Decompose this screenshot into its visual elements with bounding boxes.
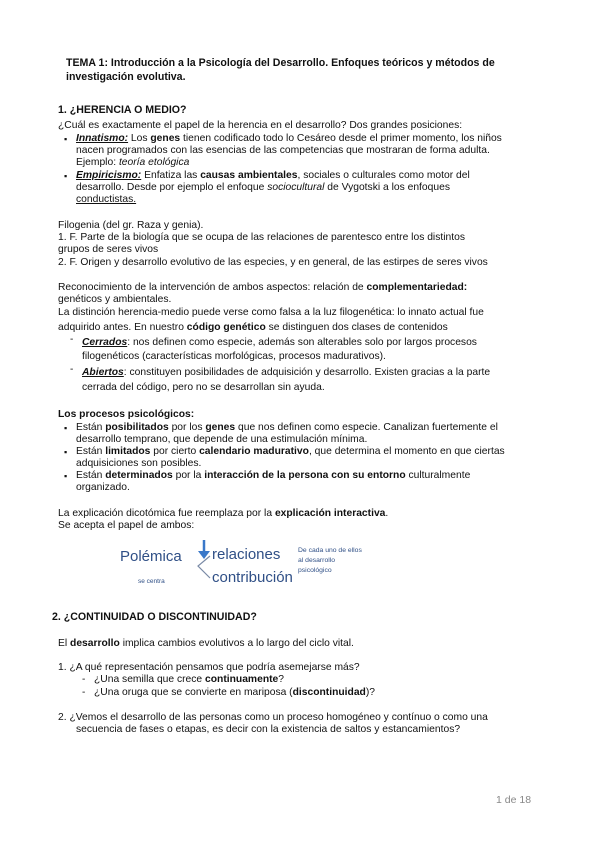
desarrollo-line: El desarrollo implica cambios evolutivos a lo largo del ciclo vital. (58, 638, 354, 649)
section-1-heading: 1. ¿HERENCIA O MEDIO? (58, 104, 187, 116)
bullet-icon: ▪ (64, 471, 68, 481)
filogenia-heading: Filogenia (del gr. Raza y genia). (58, 220, 204, 231)
diagram-contribucion: contribución (212, 569, 293, 586)
innatismo-line-2: nacen programados con las esencias de las competencias que mostraran de forma adulta. (76, 145, 490, 156)
dash-icon: - (70, 364, 74, 375)
procesos-heading: Los procesos psicológicos: (58, 409, 195, 420)
diagram-note-line-1: De cada uno de ellos (298, 547, 362, 554)
question-2-line-2: secuencia de fases o etapas, es decir con la existencia de saltos y estancamientos? (76, 724, 461, 735)
filogenia-def-2: 2. F. Origen y desarrollo evolutivo de las especies, y en general, de las estirpes de seres vivos (58, 257, 488, 268)
cerrados-line-1: Cerrados: nos definen como especie, además son alterables solo por largos procesos (82, 337, 477, 348)
empiricismo-line-3: conductistas. (76, 194, 137, 205)
diagram-note (298, 546, 362, 576)
innatismo-line-3: Ejemplo: teoría etológica (76, 157, 190, 168)
diagram-se-centra: se centra (138, 578, 165, 585)
distincion-line-1: La distinción herencia-medio puede verse como falsa a la luz filogenética: lo innato actual fue (58, 307, 484, 318)
dash-icon: - (82, 687, 86, 698)
explicacion-line-2: Se acepta el papel de ambos: (58, 520, 195, 531)
section-1-question: ¿Cuál es exactamente el papel de la herencia en el desarrollo? Dos grandes posiciones: (58, 120, 463, 131)
bracket-icon (198, 556, 210, 578)
diagram-note-line-3: psicológico (298, 567, 332, 574)
bullet-icon: ▪ (64, 447, 68, 457)
procesos-item-3-cont: organizado. (76, 482, 130, 493)
dash-icon: - (70, 334, 74, 345)
page-number: 1 de 18 (496, 794, 532, 806)
diagram-polemica: Polémica (120, 548, 182, 565)
question-1-option-a: ¿Una semilla que crece continuamente? (94, 674, 284, 685)
innatismo-line-1: Innatismo: Los genes tienen codificado todo lo Cesáreo desde el primer momento, los niños (76, 133, 502, 144)
procesos-item-2: Están limitados por cierto calendario madurativo, que determina el momento en que ciertas (76, 446, 505, 457)
bullet-icon: ▪ (64, 134, 68, 144)
document-title: TEMA 1: Introducción a la Psicología del Desarrollo. Enfoques teóricos y métodos de investigación evolutiva. (66, 57, 495, 83)
question-1-option-b: ¿Una oruga que se convierte en mariposa (discontinuidad)? (94, 687, 375, 698)
reconocimiento-line-1: Reconocimiento de la intervención de ambos aspectos: relación de complementariedad: (58, 282, 468, 293)
procesos-item-3: Están determinados por la interacción de la persona con su entorno culturalmente (76, 470, 471, 481)
question-1: 1. ¿A qué representación pensamos que podría asemejarse más? (58, 662, 360, 673)
procesos-item-1-cont: desarrollo temprano, que depende de una estimulación mínima. (76, 434, 368, 445)
empiricismo-line-2: desarrollo. Desde por ejemplo el enfoque sociocultural de Vygotski a los enfoques (76, 182, 450, 193)
abiertos-line-1: Abiertos: constituyen posibilidades de adquisición y desarrollo. Existen gracias a la parte (82, 367, 491, 378)
polemica-diagram (110, 538, 400, 594)
question-2-line-1: 2. ¿Vemos el desarrollo de las personas como un proceso homogéneo y contínuo o como una (58, 712, 488, 723)
reconocimiento-line-2: genéticos y ambientales. (58, 294, 172, 305)
distincion-line-2: adquirido antes. En nuestro código genético se distinguen dos clases de contenidos (58, 322, 448, 333)
diagram-relaciones: relaciones (212, 546, 281, 563)
explicacion-line-1: La explicación dicotómica fue reemplaza por la explicación interactiva. (58, 508, 389, 519)
empiricismo-line-1: Empiricismo: Enfatiza las causas ambientales, sociales o culturales como motor del (76, 170, 470, 181)
dash-icon: - (82, 674, 86, 685)
cerrados-line-2: filogenéticos (características morfológicas, procesos madurativos). (82, 351, 386, 362)
section-2-heading: 2. ¿CONTINUIDAD O DISCONTINUIDAD? (52, 611, 257, 623)
filogenia-def-1: 1. F. Parte de la biología que se ocupa de las relaciones de parentesco entre los distintos (58, 232, 465, 243)
diagram-note-line-2: al desarrollo (298, 557, 336, 564)
procesos-item-1: Están posibilitados por los genes que nos definen como especie. Canalizan fuertemente el (76, 422, 498, 433)
bullet-icon: ▪ (64, 171, 68, 181)
filogenia-def-1-cont: grupos de seres vivos (58, 244, 159, 255)
procesos-item-2-cont: adquisiciones son posibles. (76, 458, 202, 469)
abiertos-line-2: cerrada del código, pero no se desarrollan sin ayuda. (82, 382, 325, 393)
bullet-icon: ▪ (64, 423, 68, 433)
